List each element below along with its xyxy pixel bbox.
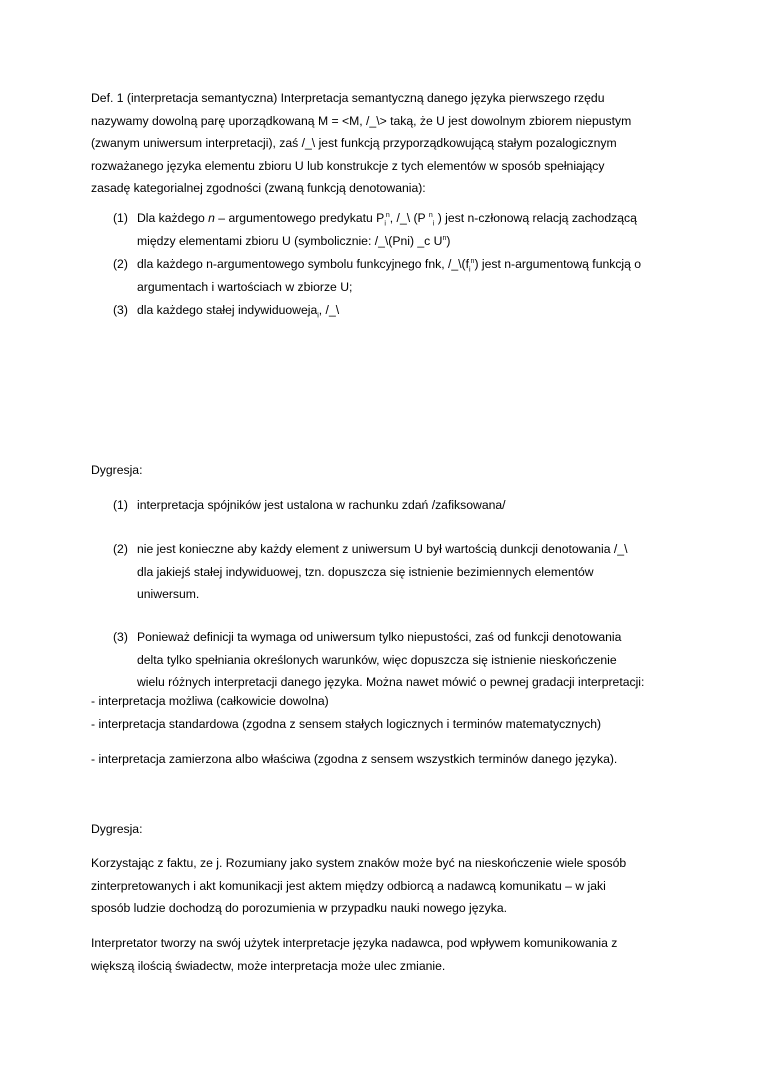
paragraph-line: Interpretator tworzy na swój użytek interpretacje języka nadawca, pod wpływem komunikowania z xyxy=(91,936,618,950)
list-item-line: Ponieważ definicji ta wymaga od uniwersum tylko niepustości, zaś od funkcji denotowania xyxy=(137,630,622,644)
list-item-line: delta tylko spełniania określonych warunków, więc dopuszcza się istnienie nieskończenie xyxy=(137,652,617,667)
list-number: (1) xyxy=(113,211,128,225)
digression-paragraph xyxy=(91,852,681,920)
list-item-text xyxy=(137,538,682,606)
definition-line: rozważanego języka elementu zbioru U lub konstrukcje z tych elementów w sposób spełniający xyxy=(91,158,605,173)
subscript: i xyxy=(468,266,471,274)
superscript: n xyxy=(428,211,433,219)
text-run: ) jest n-argumentową funkcją o xyxy=(474,257,642,271)
heading-text: Dygresja: xyxy=(91,463,143,477)
superscript: n xyxy=(442,234,447,242)
interpretation-gradation-list xyxy=(91,690,681,735)
list-number: (1) xyxy=(113,498,128,512)
definition-line: Def. 1 (interpretacja semantyczna) Interpretacja semantyczną danego języka pierwszego rzędu xyxy=(91,91,605,105)
definition-paragraph xyxy=(91,87,681,200)
heading-text: Dygresja: xyxy=(91,822,143,836)
gradation-line: - interpretacja zamierzona albo właściwa (zgodna z sensem wszystkich terminów danego języka). xyxy=(91,752,618,766)
subscript: i xyxy=(432,220,435,228)
list-item-text xyxy=(137,253,682,298)
definition-line: (zwanym uniwersum interpretacji), zaś /_\ jest funkcją przyporządkowującą stałym pozalogicznym xyxy=(91,136,617,151)
list-item-text xyxy=(137,626,682,694)
superscript: n xyxy=(470,257,475,265)
text-run: , /_\ xyxy=(318,303,340,317)
definition-line: zasadę kategorialnej zgodności (zwaną funkcją denotowania): xyxy=(91,181,426,196)
gradation-line: - interpretacja możliwa (całkowicie dowolna) xyxy=(91,694,329,708)
list-item-line: uniwersum. xyxy=(137,587,200,602)
text-run: dla każdego n-argumentowego symbolu funkcyjnego fnk, /_\(f xyxy=(137,257,469,271)
list-item-line: nie jest konieczne aby każdy element z uniwersum U był wartością dunkcji denotowania /_\ xyxy=(137,542,628,556)
definition-line: nazywamy dowolną parę uporządkowaną M = <M, /_\> taką, że U jest dowolnym zbiorem niepustym xyxy=(91,113,632,128)
text-run: dla każdego stałej indywiduoweja xyxy=(137,303,318,317)
section-heading xyxy=(91,818,681,841)
paragraph-line: zinterpretowanych i akt komunikacji jest aktem między odbiorcą a nadawcą komunikatu – w jaki xyxy=(91,878,606,893)
text-run: , /_\ (P xyxy=(389,211,429,225)
list-item-line xyxy=(137,253,682,276)
list-item-line: wielu różnych interpretacji danego języka. Można nawet mówić o pewnej gradacji interpretacji: xyxy=(137,675,645,690)
subscript: i xyxy=(317,312,319,320)
list-item-line xyxy=(137,230,682,253)
text-run-italic: n xyxy=(208,211,215,225)
digression-paragraph xyxy=(91,932,681,977)
paragraph-line: Korzystając z faktu, ze j. Rozumiany jako system znaków może być na nieskończenie wiele sposób xyxy=(91,856,627,870)
text-run: ) jest n-członową relacją zachodzącą xyxy=(434,211,637,225)
superscript: n xyxy=(385,211,390,219)
list-item-line: dla jakiejś stałej indywiduowej, tzn. dopuszcza się istnienie bezimiennych elementów xyxy=(137,564,594,579)
interpretation-gradation-list xyxy=(91,748,681,771)
list-item-text xyxy=(137,207,682,252)
subscript: i xyxy=(384,220,386,228)
list-item-line: argumentach i wartościach w zbiorze U; xyxy=(137,279,353,294)
list-item-text xyxy=(137,494,682,517)
list-item-line xyxy=(137,207,682,230)
gradation-line: - interpretacja standardowa (zgodna z sensem stałych logicznych i terminów matematycznych) xyxy=(91,716,602,731)
list-number: (2) xyxy=(113,542,128,556)
text-run: – argumentowego predykatu P xyxy=(214,211,385,225)
section-heading xyxy=(91,459,681,482)
list-number: (3) xyxy=(113,303,128,317)
text-run: między elementami zbioru U (symbolicznie: /_\(Pni) _c U xyxy=(137,233,443,248)
list-item-text xyxy=(137,299,682,322)
list-number: (2) xyxy=(113,257,128,271)
list-item-line xyxy=(137,299,682,322)
text-run: ) xyxy=(446,233,451,248)
text-run: Dla każdego xyxy=(137,211,209,225)
list-item-line: interpretacja spójników jest ustalona w rachunku zdań /zafiksowana/ xyxy=(137,498,506,512)
paragraph-line: sposób ludzie dochodzą do porozumienia w przypadku nauki nowego języka. xyxy=(91,901,507,916)
list-number: (3) xyxy=(113,630,128,644)
paragraph-line: większą ilością świadectw, może interpretacja może ulec zmianie. xyxy=(91,958,446,973)
